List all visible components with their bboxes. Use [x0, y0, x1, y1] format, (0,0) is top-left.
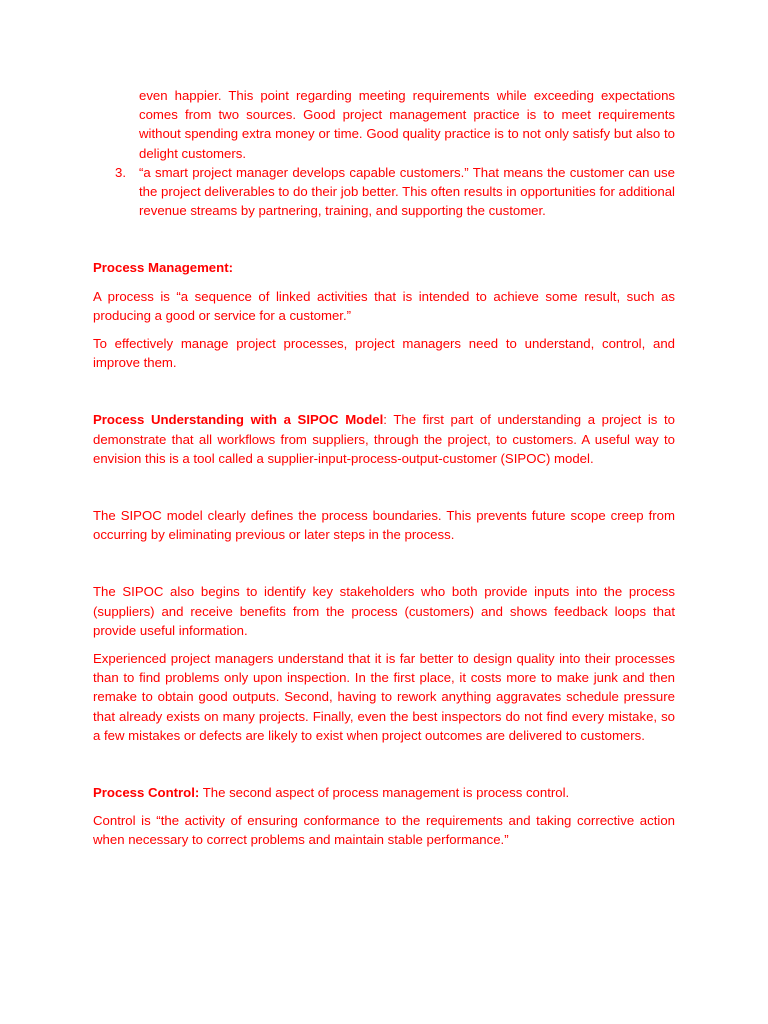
process-control-heading: Process Control: — [93, 785, 200, 801]
spacer — [93, 640, 675, 649]
spacer — [93, 372, 675, 410]
sipoc-stakeholders-paragraph: The SIPOC also begins to identify key stakeholders who both provide inputs into the process (suppliers) and receive benefits from the process (customers) and shows feedback loops that provide useful information. — [93, 584, 675, 638]
process-management-heading: Process Management: — [93, 260, 233, 276]
list-item-continuation: even happier. This point regarding meeting requirements while exceeding expectations comes from two sources. Good project management practice is to meet requirements without spending extra money or time. Good quality practice is to not only satisfy but also to delight customers. — [139, 88, 675, 161]
spacer — [93, 220, 675, 258]
sipoc-boundaries-paragraph: The SIPOC model clearly defines the process boundaries. This prevents future scope creep from occurring by eliminating previous or later steps in the process. — [93, 508, 675, 543]
process-control-paragraph — [93, 783, 675, 802]
manage-processes-paragraph: To effectively manage project processes, project managers need to understand, control, and improve them. — [93, 336, 675, 371]
list-item-text: “a smart project manager develops capable customers.” That means the customer can use the project deliverables to do their job better. This often results in opportunities for additional revenue streams by partnering, training, and supporting the customer. — [139, 164, 675, 219]
sipoc-heading: Process Understanding with a SIPOC Model — [93, 412, 384, 428]
process-definition-paragraph: A process is “a sequence of linked activities that is intended to achieve some result, such as producing a good or service for a customer.” — [93, 288, 675, 323]
spacer — [93, 278, 675, 287]
process-control-intro: The second aspect of process management is process control. — [199, 785, 570, 801]
spacer — [93, 745, 675, 783]
list-item-3 — [93, 163, 675, 221]
sipoc-intro-text: The first part of understanding a project is to demonstrate that all workflows from suppliers, through the project, to customers. A useful way to envision this is a tool called a supplier-input-process-output-customer (SIPOC) model. — [93, 412, 675, 466]
list-number: 3. — [115, 164, 126, 180]
sipoc-intro-paragraph — [93, 410, 675, 468]
control-definition-paragraph: Control is “the activity of ensuring conformance to the requirements and taking corrective action when necessary to correct problems and maintain stable performance.” — [93, 813, 675, 848]
spacer — [93, 325, 675, 334]
sipoc-heading-suffix: : — [383, 412, 394, 428]
spacer — [93, 544, 675, 582]
spacer — [93, 468, 675, 506]
design-quality-paragraph: Experienced project managers understand that it is far better to design quality into their processes than to find problems only upon inspection. In the first place, it costs more to make junk and then remake to obtain good outputs. Second, having to rework anything aggravates schedule pressure that already exists on many projects. Finally, even the best inspectors do not find every mistake, so a few mistakes or defects are likely to exist when project outcomes are delivered to customers. — [93, 651, 675, 743]
spacer — [93, 802, 675, 811]
document-body — [93, 86, 675, 850]
